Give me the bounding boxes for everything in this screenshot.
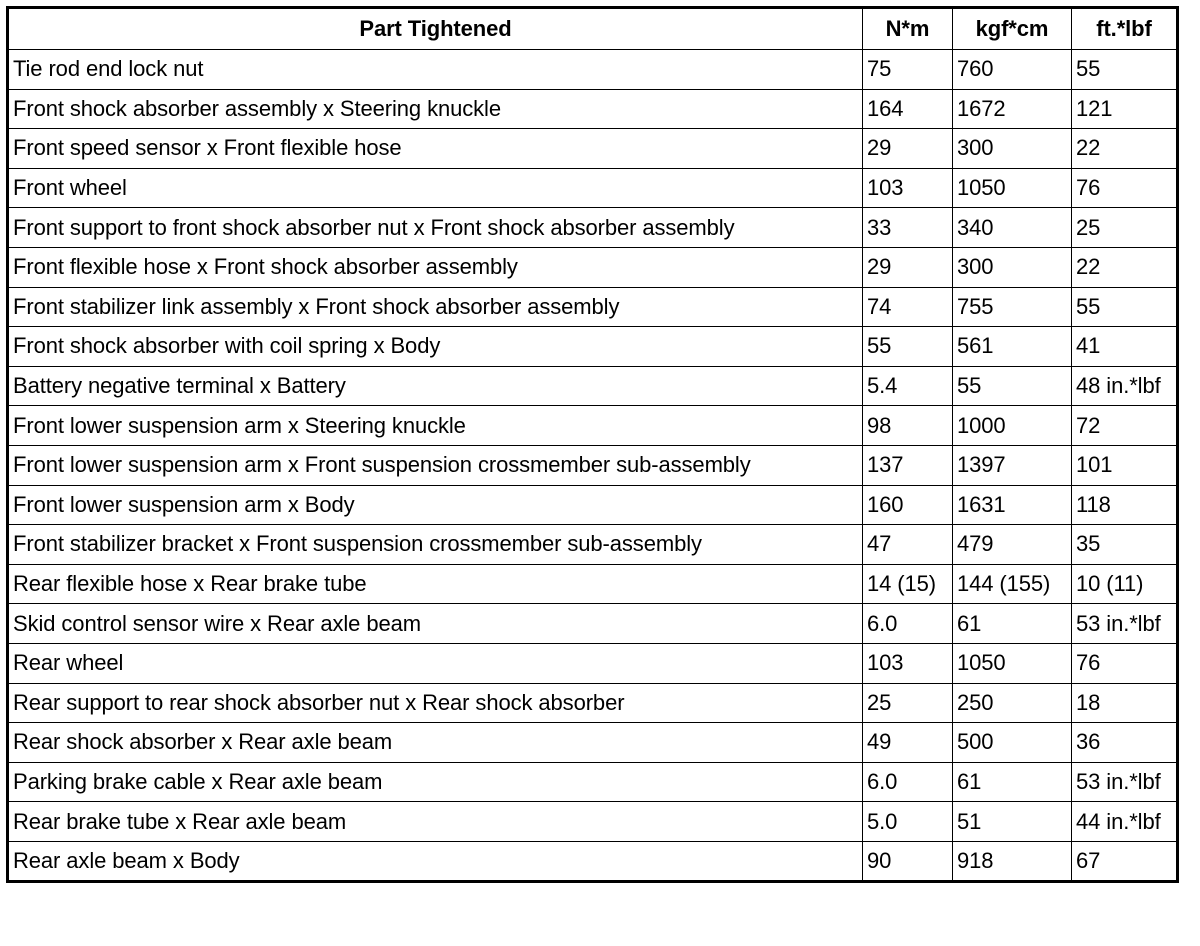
nm-cell: 5.4 bbox=[863, 366, 953, 406]
kgf-cell: 1631 bbox=[953, 485, 1072, 525]
ftlbf-cell: 72 bbox=[1072, 406, 1178, 446]
table-row bbox=[8, 287, 1178, 327]
ftlbf-cell: 44 in.*lbf bbox=[1072, 802, 1178, 842]
nm-cell: 5.0 bbox=[863, 802, 953, 842]
column-header-newton-meters: N*m bbox=[863, 8, 953, 50]
table-row bbox=[8, 366, 1178, 406]
ftlbf-cell: 118 bbox=[1072, 485, 1178, 525]
nm-cell: 90 bbox=[863, 841, 953, 882]
nm-cell: 29 bbox=[863, 247, 953, 287]
ftlbf-cell: 53 in.*lbf bbox=[1072, 762, 1178, 802]
nm-cell: 25 bbox=[863, 683, 953, 723]
table-row bbox=[8, 50, 1178, 90]
part-cell: Tie rod end lock nut bbox=[8, 50, 863, 90]
kgf-cell: 51 bbox=[953, 802, 1072, 842]
torque-specification-table bbox=[6, 6, 1179, 883]
nm-cell: 6.0 bbox=[863, 762, 953, 802]
ftlbf-cell: 55 bbox=[1072, 50, 1178, 90]
nm-cell: 49 bbox=[863, 723, 953, 763]
ftlbf-cell: 35 bbox=[1072, 525, 1178, 565]
nm-cell: 14 (15) bbox=[863, 564, 953, 604]
part-cell: Rear flexible hose x Rear brake tube bbox=[8, 564, 863, 604]
part-cell: Rear axle beam x Body bbox=[8, 841, 863, 882]
kgf-cell: 1000 bbox=[953, 406, 1072, 446]
nm-cell: 98 bbox=[863, 406, 953, 446]
kgf-cell: 61 bbox=[953, 762, 1072, 802]
ftlbf-cell: 101 bbox=[1072, 445, 1178, 485]
nm-cell: 6.0 bbox=[863, 604, 953, 644]
part-cell: Rear shock absorber x Rear axle beam bbox=[8, 723, 863, 763]
part-cell: Rear support to rear shock absorber nut x Rear shock absorber bbox=[8, 683, 863, 723]
kgf-cell: 61 bbox=[953, 604, 1072, 644]
ftlbf-cell: 48 in.*lbf bbox=[1072, 366, 1178, 406]
ftlbf-cell: 67 bbox=[1072, 841, 1178, 882]
table-row bbox=[8, 89, 1178, 129]
part-cell: Rear brake tube x Rear axle beam bbox=[8, 802, 863, 842]
nm-cell: 74 bbox=[863, 287, 953, 327]
table-row bbox=[8, 762, 1178, 802]
part-cell: Front lower suspension arm x Front suspension crossmember sub-assembly bbox=[8, 445, 863, 485]
ftlbf-cell: 25 bbox=[1072, 208, 1178, 248]
part-cell: Parking brake cable x Rear axle beam bbox=[8, 762, 863, 802]
ftlbf-cell: 36 bbox=[1072, 723, 1178, 763]
ftlbf-cell: 41 bbox=[1072, 327, 1178, 367]
nm-cell: 164 bbox=[863, 89, 953, 129]
table-row bbox=[8, 445, 1178, 485]
ftlbf-cell: 22 bbox=[1072, 247, 1178, 287]
kgf-cell: 561 bbox=[953, 327, 1072, 367]
part-cell: Rear wheel bbox=[8, 643, 863, 683]
ftlbf-cell: 18 bbox=[1072, 683, 1178, 723]
table-row bbox=[8, 485, 1178, 525]
part-cell: Front wheel bbox=[8, 168, 863, 208]
ftlbf-cell: 55 bbox=[1072, 287, 1178, 327]
table-row bbox=[8, 564, 1178, 604]
table-row bbox=[8, 525, 1178, 565]
table-row bbox=[8, 168, 1178, 208]
kgf-cell: 300 bbox=[953, 247, 1072, 287]
part-cell: Front speed sensor x Front flexible hose bbox=[8, 129, 863, 169]
nm-cell: 137 bbox=[863, 445, 953, 485]
kgf-cell: 500 bbox=[953, 723, 1072, 763]
part-cell: Front lower suspension arm x Steering knuckle bbox=[8, 406, 863, 446]
kgf-cell: 1672 bbox=[953, 89, 1072, 129]
kgf-cell: 918 bbox=[953, 841, 1072, 882]
ftlbf-cell: 76 bbox=[1072, 168, 1178, 208]
ftlbf-cell: 22 bbox=[1072, 129, 1178, 169]
table-row bbox=[8, 604, 1178, 644]
kgf-cell: 55 bbox=[953, 366, 1072, 406]
nm-cell: 33 bbox=[863, 208, 953, 248]
part-cell: Front support to front shock absorber nut x Front shock absorber assembly bbox=[8, 208, 863, 248]
kgf-cell: 1050 bbox=[953, 643, 1072, 683]
column-header-ft-lbf: ft.*lbf bbox=[1072, 8, 1178, 50]
kgf-cell: 144 (155) bbox=[953, 564, 1072, 604]
table-row bbox=[8, 406, 1178, 446]
table-row bbox=[8, 841, 1178, 882]
nm-cell: 103 bbox=[863, 643, 953, 683]
ftlbf-cell: 121 bbox=[1072, 89, 1178, 129]
kgf-cell: 1397 bbox=[953, 445, 1072, 485]
part-cell: Front shock absorber assembly x Steering knuckle bbox=[8, 89, 863, 129]
table-row bbox=[8, 208, 1178, 248]
part-cell: Skid control sensor wire x Rear axle beam bbox=[8, 604, 863, 644]
nm-cell: 160 bbox=[863, 485, 953, 525]
kgf-cell: 300 bbox=[953, 129, 1072, 169]
table-row bbox=[8, 129, 1178, 169]
part-cell: Front flexible hose x Front shock absorber assembly bbox=[8, 247, 863, 287]
part-cell: Front shock absorber with coil spring x Body bbox=[8, 327, 863, 367]
kgf-cell: 340 bbox=[953, 208, 1072, 248]
part-cell: Front stabilizer bracket x Front suspension crossmember sub-assembly bbox=[8, 525, 863, 565]
part-cell: Front stabilizer link assembly x Front shock absorber assembly bbox=[8, 287, 863, 327]
kgf-cell: 760 bbox=[953, 50, 1072, 90]
kgf-cell: 755 bbox=[953, 287, 1072, 327]
table-header-row bbox=[8, 8, 1178, 50]
kgf-cell: 250 bbox=[953, 683, 1072, 723]
table-row bbox=[8, 683, 1178, 723]
kgf-cell: 479 bbox=[953, 525, 1072, 565]
ftlbf-cell: 10 (11) bbox=[1072, 564, 1178, 604]
part-cell: Battery negative terminal x Battery bbox=[8, 366, 863, 406]
ftlbf-cell: 76 bbox=[1072, 643, 1178, 683]
column-header-kgf-cm: kgf*cm bbox=[953, 8, 1072, 50]
kgf-cell: 1050 bbox=[953, 168, 1072, 208]
table-row bbox=[8, 723, 1178, 763]
nm-cell: 47 bbox=[863, 525, 953, 565]
column-header-part-tightened: Part Tightened bbox=[8, 8, 863, 50]
table-row bbox=[8, 643, 1178, 683]
nm-cell: 55 bbox=[863, 327, 953, 367]
nm-cell: 29 bbox=[863, 129, 953, 169]
table-row bbox=[8, 247, 1178, 287]
table-row bbox=[8, 802, 1178, 842]
ftlbf-cell: 53 in.*lbf bbox=[1072, 604, 1178, 644]
table-row bbox=[8, 327, 1178, 367]
nm-cell: 75 bbox=[863, 50, 953, 90]
part-cell: Front lower suspension arm x Body bbox=[8, 485, 863, 525]
nm-cell: 103 bbox=[863, 168, 953, 208]
